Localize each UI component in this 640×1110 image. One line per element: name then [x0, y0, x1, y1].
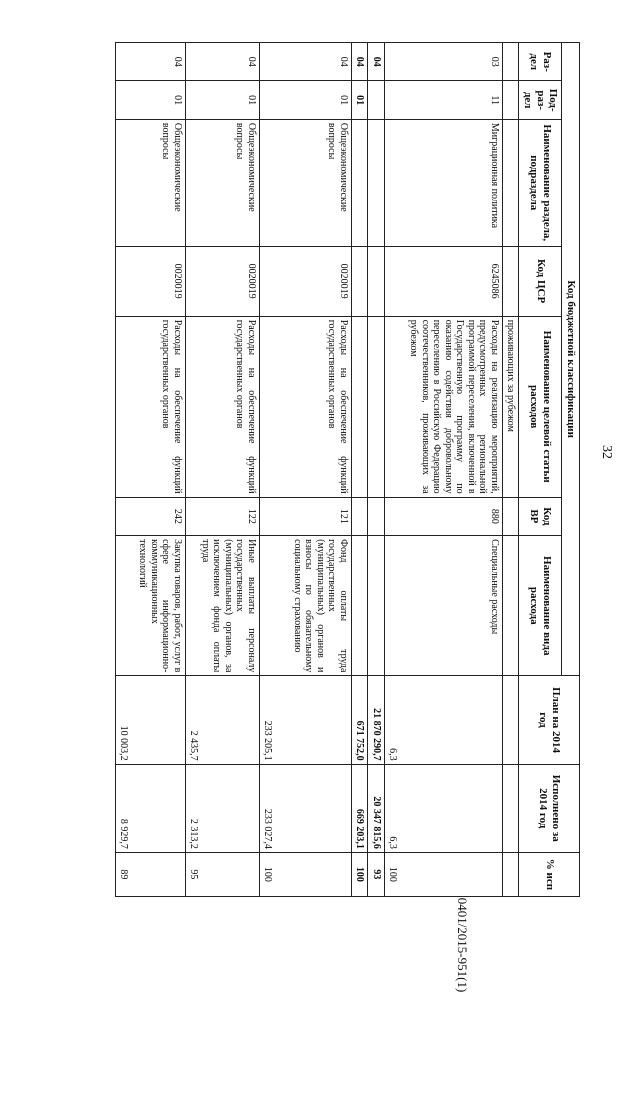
budget-table-frame: [10, 42, 580, 897]
cell-naim-vida: [368, 536, 385, 676]
cell-kod-csr: 0020019: [259, 246, 351, 316]
cell-naim-vida: [351, 536, 368, 676]
cell-podrazdel: 01: [259, 81, 351, 119]
cell-razdel: 03: [384, 43, 502, 81]
cell-percent: 100: [351, 852, 368, 896]
col-kod-vr: Код ВР: [519, 497, 562, 535]
table-row: [259, 43, 351, 897]
cell-ispolneno: 6,3: [384, 764, 502, 852]
cell-plan: 21 870 290,7: [368, 676, 385, 764]
table-row: [502, 43, 519, 897]
col-naim-vida: Наименование вида расхода: [519, 536, 562, 676]
cell-razdel: 04: [115, 43, 185, 81]
cell-naim-vida: [502, 536, 519, 676]
table-row: [368, 43, 385, 897]
col-razdel: Раз-дел: [519, 43, 562, 81]
cell-percent: [502, 852, 519, 896]
cell-podrazdel: 01: [351, 81, 368, 119]
cell-naim-celevoy: Расходы на реализацию мероприятий, предусмотренных региональной программой переселения, включенной в Государственную программу по оказанию содействия добровольному переселению в Российскую Федерацию соотечественников, проживающих за рубежом: [384, 316, 502, 497]
cell-razdel: 04: [185, 43, 259, 81]
cell-naim-vida: Фонд оплаты труда государственных (муниципальных) органов и взносы по обязательному социальному страхованию: [259, 536, 351, 676]
group-header: Код бюджетной классификации: [562, 43, 580, 676]
cell-kod-csr: 0020019: [185, 246, 259, 316]
cell-naim-celevoy: Расходы на обеспечение функций государственных органов: [185, 316, 259, 497]
cell-podrazdel: 11: [384, 81, 502, 119]
col-naim-celevoy: Наименование целевой статьи расходов: [519, 316, 562, 497]
cell-plan: 6,3: [384, 676, 502, 764]
cell-plan: 2 435,7: [185, 676, 259, 764]
cell-ispolneno: 8 929,7: [115, 764, 185, 852]
cell-naim-razdela: Миграционная политика: [384, 119, 502, 246]
cell-naim-celevoy: [351, 316, 368, 497]
table-row: [115, 43, 185, 897]
cell-kod-vr: 880: [384, 497, 502, 535]
cell-naim-celevoy: [368, 316, 385, 497]
cell-kod-csr: 6245086: [384, 246, 502, 316]
cell-plan: 671 752,0: [351, 676, 368, 764]
cell-percent: 100: [384, 852, 502, 896]
cell-kod-vr: 121: [259, 497, 351, 535]
cell-kod-vr: 122: [185, 497, 259, 535]
cell-kod-csr: [351, 246, 368, 316]
cell-naim-razdela: Общеэкономические вопросы: [115, 119, 185, 246]
cell-kod-vr: [368, 497, 385, 535]
cell-razdel: 04: [351, 43, 368, 81]
cell-naim-razdela: Общеэкономические вопросы: [259, 119, 351, 246]
cell-razdel: 04: [368, 43, 385, 81]
cell-plan: 233 205,1: [259, 676, 351, 764]
cell-kod-vr: [351, 497, 368, 535]
col-ispolneno: Исполнено за 2014 год: [519, 764, 580, 852]
cell-kod-csr: 0020019: [115, 246, 185, 316]
cell-ispolneno: 669 203,1: [351, 764, 368, 852]
cell-percent: 89: [115, 852, 185, 896]
col-plan: План на 2014 год: [519, 676, 580, 764]
cell-podrazdel: 01: [115, 81, 185, 119]
budget-table: [115, 42, 580, 897]
footer-code: 0401/2015-951(1): [455, 897, 470, 993]
cell-naim-razdela: [351, 119, 368, 246]
cell-naim-vida: Закупка товаров, работ, услуг в сфере информационно-коммуникационных технологий: [115, 536, 185, 676]
table-row: [384, 43, 502, 897]
cell-podrazdel: 01: [185, 81, 259, 119]
cell-kod-vr: [502, 497, 519, 535]
cell-percent: 100: [259, 852, 351, 896]
cell-plan: 10 003,2: [115, 676, 185, 764]
cell-podrazdel: [502, 81, 519, 119]
cell-razdel: 04: [259, 43, 351, 81]
cell-naim-celevoy: Расходы на обеспечение функций государственных органов: [259, 316, 351, 497]
col-percent: % исп: [519, 852, 580, 896]
cell-plan: [502, 676, 519, 764]
cell-ispolneno: 20 347 815,6: [368, 764, 385, 852]
cell-kod-vr: 242: [115, 497, 185, 535]
cell-naim-vida: Специальные расходы: [384, 536, 502, 676]
cell-podrazdel: [368, 81, 385, 119]
cell-kod-csr: [368, 246, 385, 316]
table-row: [351, 43, 368, 897]
cell-naim-razdela: [368, 119, 385, 246]
cell-naim-razdela: Общеэкономические вопросы: [185, 119, 259, 246]
cell-naim-razdela: [502, 119, 519, 246]
col-kod-csr: Код ЦСР: [519, 246, 562, 316]
cell-percent: 95: [185, 852, 259, 896]
col-naim-razdela: Наименование раздела, подраздела: [519, 119, 562, 246]
cell-naim-celevoy: Расходы на обеспечение функций государственных органов: [115, 316, 185, 497]
cell-naim-celevoy: проживающих за рубежом: [502, 316, 519, 497]
cell-naim-vida: Иные выплаты персоналу государственных (муниципальных) органов, за исключением фонда оплаты труда: [185, 536, 259, 676]
cell-kod-csr: [502, 246, 519, 316]
cell-percent: 93: [368, 852, 385, 896]
col-podrazdel: Под-раз-дел: [519, 81, 562, 119]
table-row: [185, 43, 259, 897]
cell-razdel: [502, 43, 519, 81]
cell-ispolneno: 233 027,4: [259, 764, 351, 852]
table-body: [115, 43, 519, 897]
page-number: 32: [599, 445, 614, 459]
cell-ispolneno: 2 313,2: [185, 764, 259, 852]
cell-ispolneno: [502, 764, 519, 852]
